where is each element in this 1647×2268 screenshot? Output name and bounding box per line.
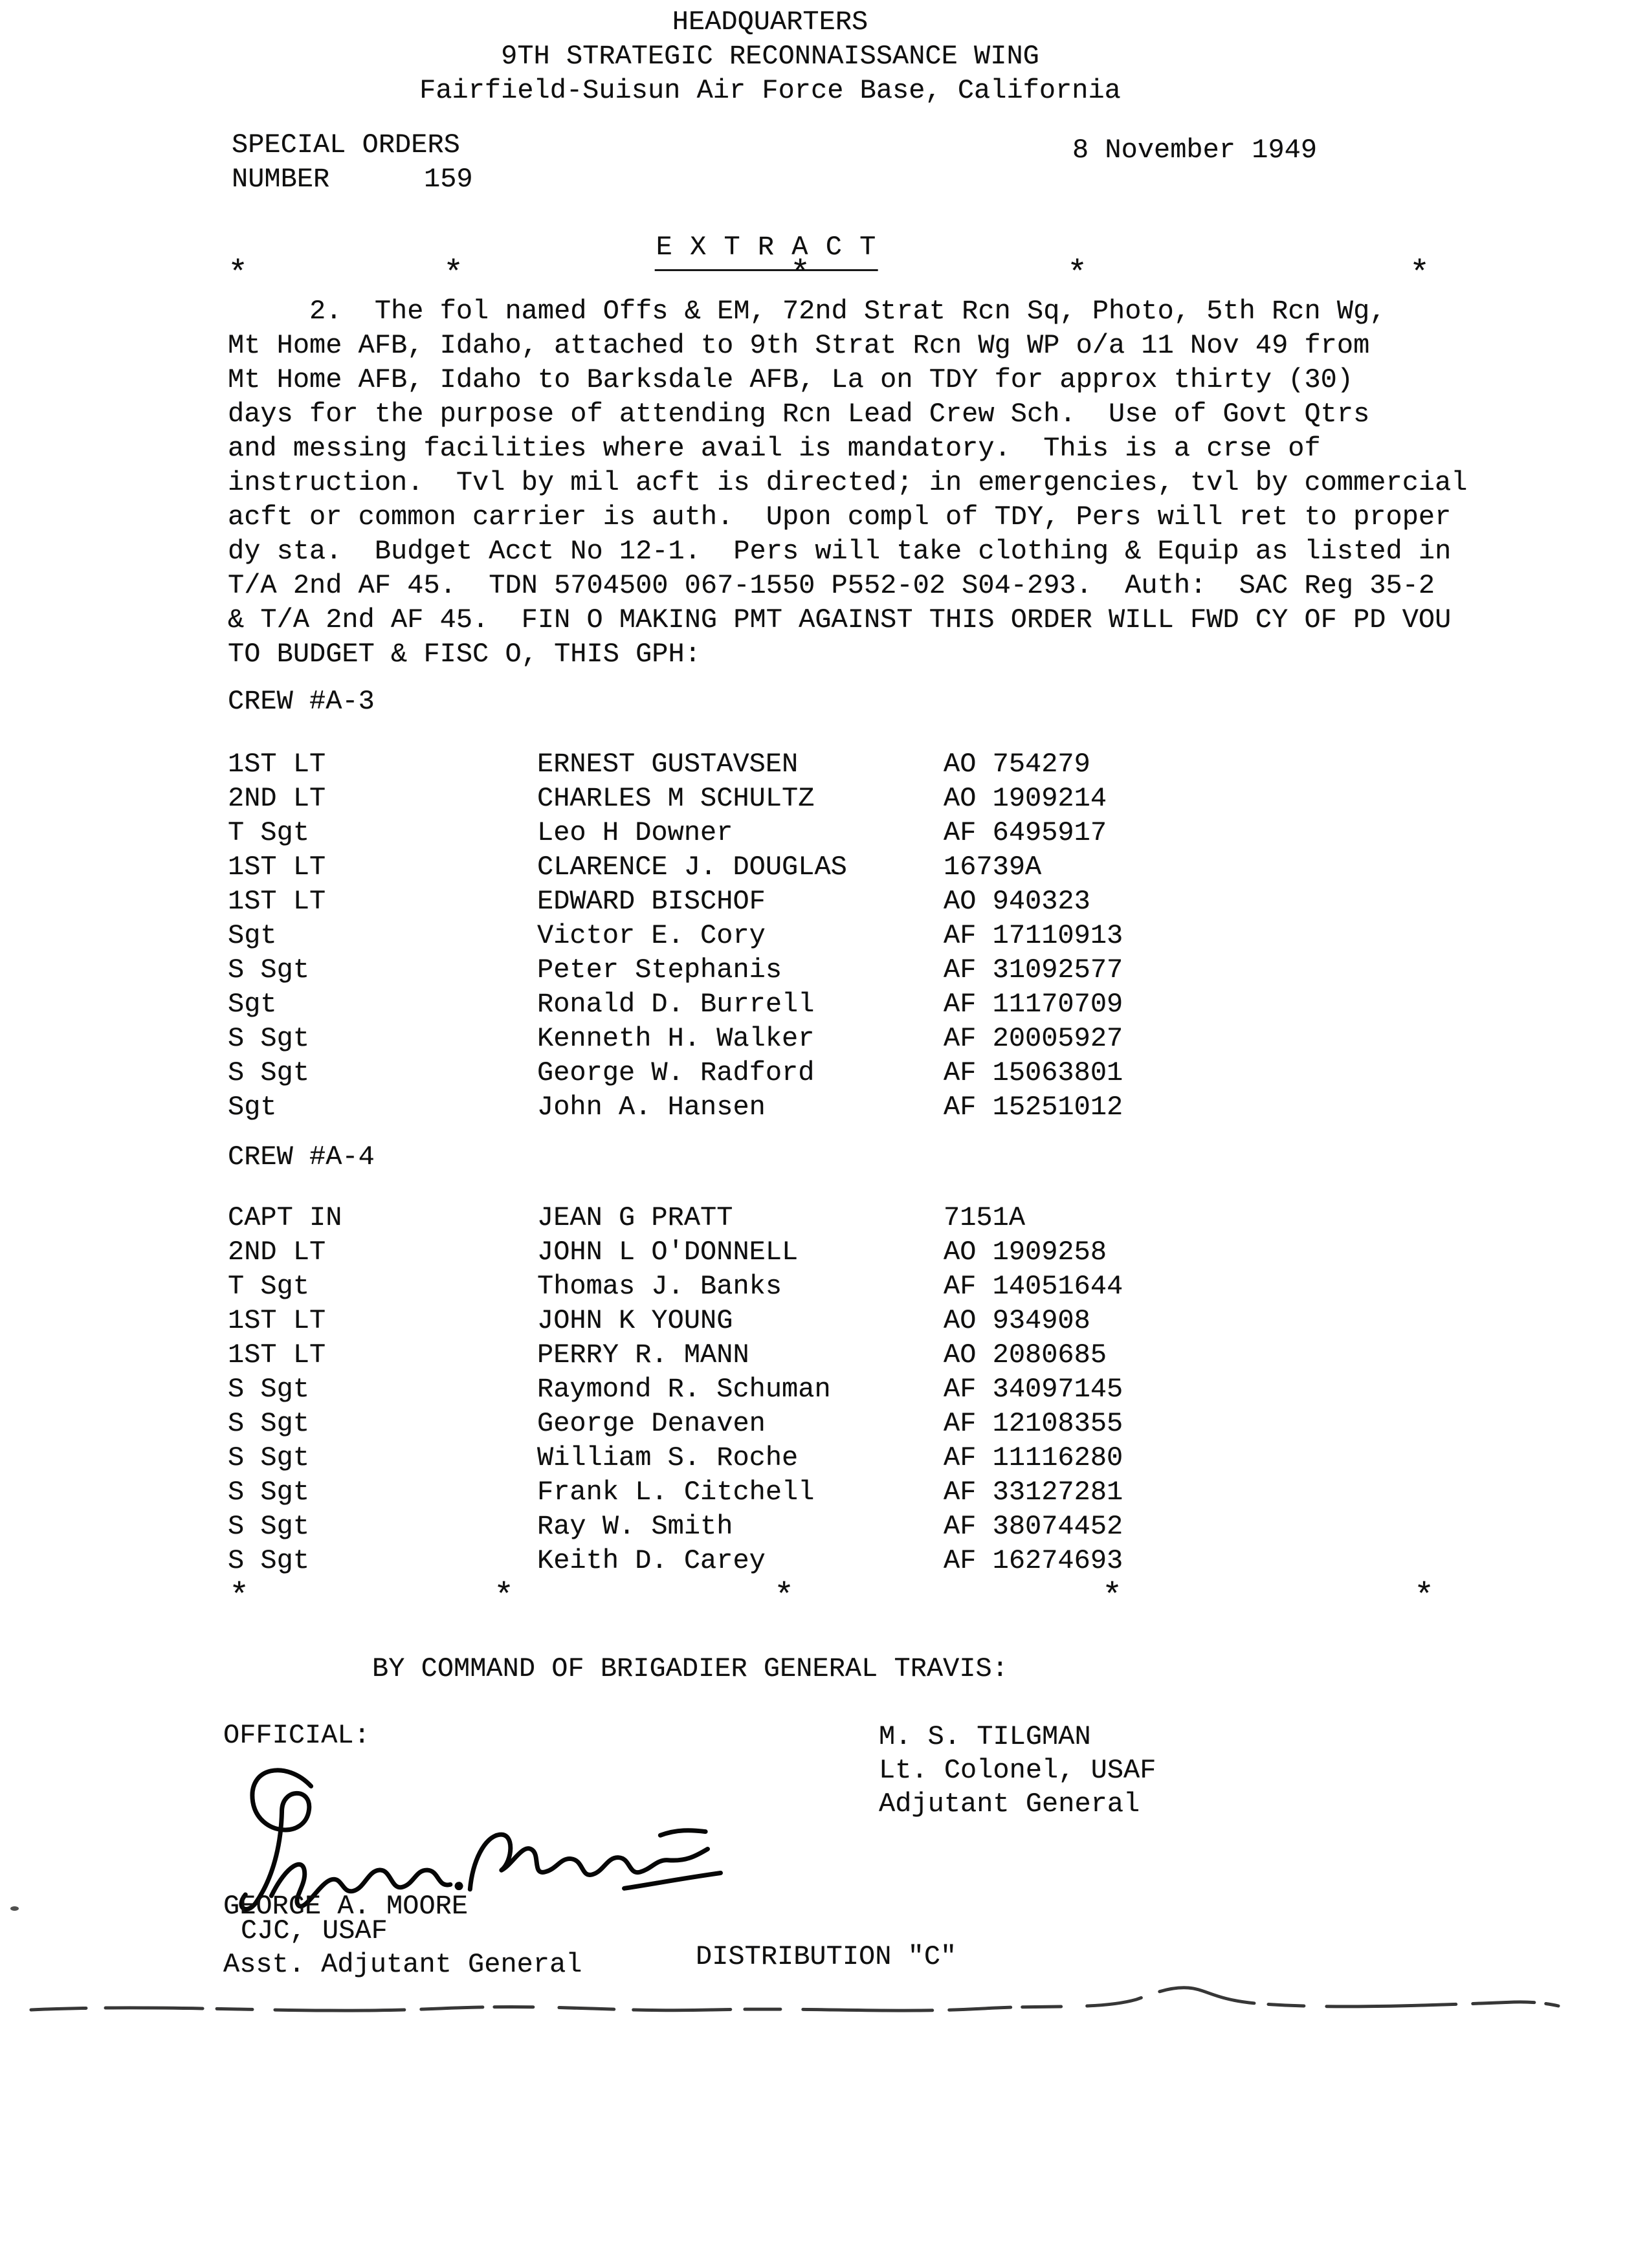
rank-cell: 1ST LT xyxy=(228,886,326,917)
crew-member-row xyxy=(0,1544,1647,1578)
serial-cell: AF 11116280 xyxy=(944,1442,1123,1473)
crew-member-row xyxy=(0,747,1647,782)
serial-cell: AO 940323 xyxy=(944,886,1090,917)
crew-member-row xyxy=(0,1372,1647,1407)
serial-cell: AO 754279 xyxy=(944,749,1090,780)
crew-member-row xyxy=(0,953,1647,987)
crew-member-row xyxy=(0,1407,1647,1441)
asterisk-separator-top: * xyxy=(1067,255,1088,293)
serial-cell: AF 31092577 xyxy=(944,954,1123,985)
crew-member-row xyxy=(0,1338,1647,1372)
official-label: OFFICIAL: xyxy=(223,1720,370,1751)
paragraph-line: instruction. Tvl by mil acft is directed; in emergencies, tvl by commercial xyxy=(228,467,1468,498)
asterisk-separator-bottom: * xyxy=(229,1578,250,1616)
name-cell: Ronald D. Burrell xyxy=(537,989,815,1020)
rank-cell: S Sgt xyxy=(228,1374,310,1405)
name-cell: CLARENCE J. DOUGLAS xyxy=(537,852,847,883)
crew-member-row xyxy=(0,1090,1647,1125)
rank-cell: 2ND LT xyxy=(228,1237,326,1268)
crew-member-row xyxy=(0,850,1647,885)
serial-cell: AF 15251012 xyxy=(944,1092,1123,1123)
name-cell: JOHN L O'DONNELL xyxy=(537,1237,799,1268)
scan-artifact-line xyxy=(26,1980,1566,2035)
name-cell: EDWARD BISCHOF xyxy=(537,886,766,917)
order-paragraph xyxy=(228,294,1468,672)
extract-title: E X T R A C T xyxy=(655,230,878,271)
officer-name: M. S. TILGMAN xyxy=(879,1721,1091,1752)
paragraph-line: & T/A 2nd AF 45. FIN O MAKING PMT AGAINST THIS ORDER WILL FWD CY OF PD VOU xyxy=(228,604,1452,635)
name-cell: Peter Stephanis xyxy=(537,954,782,985)
crew-member-row xyxy=(0,1441,1647,1475)
crew-member-row xyxy=(0,816,1647,850)
rank-cell: T Sgt xyxy=(228,817,310,848)
crew-member-row xyxy=(0,1235,1647,1270)
name-cell: Keith D. Carey xyxy=(537,1545,766,1576)
crew-a3-title: CREW #A-3 xyxy=(228,686,375,717)
crew-member-row xyxy=(0,987,1647,1022)
serial-cell: AF 14051644 xyxy=(944,1271,1123,1302)
header-line-2: 9TH STRATEGIC RECONNAISSANCE WING xyxy=(501,41,1039,72)
paragraph-line: Mt Home AFB, Idaho to Barksdale AFB, La on TDY for approx thirty (30) xyxy=(228,364,1354,395)
serial-cell: AF 6495917 xyxy=(944,817,1107,848)
name-cell: JEAN G PRATT xyxy=(537,1202,733,1233)
officer-rank: Lt. Colonel, USAF xyxy=(879,1755,1156,1786)
asterisk-separator-top: * xyxy=(790,255,811,293)
crew-member-row xyxy=(0,1270,1647,1304)
serial-cell: 16739A xyxy=(944,852,1042,883)
rank-cell: CAPT IN xyxy=(228,1202,342,1233)
serial-cell: AF 20005927 xyxy=(944,1023,1123,1054)
crew-member-row xyxy=(0,1022,1647,1056)
paragraph-line: days for the purpose of attending Rcn Lead Crew Sch. Use of Govt Qtrs xyxy=(228,399,1370,430)
rank-cell: Sgt xyxy=(228,989,277,1020)
officer-title: Adjutant General xyxy=(879,1789,1140,1820)
name-cell: Leo H Downer xyxy=(537,817,733,848)
asterisk-separator-bottom: * xyxy=(1414,1578,1435,1616)
serial-cell: AF 11170709 xyxy=(944,989,1123,1020)
rank-cell: Sgt xyxy=(228,920,277,951)
serial-cell: 7151A xyxy=(944,1202,1026,1233)
name-cell: John A. Hansen xyxy=(537,1092,766,1123)
header-line-1: HEADQUARTERS xyxy=(672,6,868,38)
rank-cell: S Sgt xyxy=(228,1477,310,1508)
asterisk-separator-top: * xyxy=(1409,255,1430,293)
rank-cell: 1ST LT xyxy=(228,749,326,780)
name-cell: Kenneth H. Walker xyxy=(537,1023,815,1054)
crew-member-row xyxy=(0,1056,1647,1090)
rank-cell: 2ND LT xyxy=(228,783,326,814)
rank-cell: S Sgt xyxy=(228,1023,310,1054)
serial-cell: AF 12108355 xyxy=(944,1408,1123,1439)
order-date: 8 November 1949 xyxy=(1072,135,1318,166)
name-cell: Raymond R. Schuman xyxy=(537,1374,831,1405)
serial-cell: AF 16274693 xyxy=(944,1545,1123,1576)
crew-member-row xyxy=(0,1510,1647,1544)
paragraph-line: acft or common carrier is auth. Upon compl of TDY, Pers will ret to proper xyxy=(228,501,1452,533)
rank-cell: S Sgt xyxy=(228,1057,310,1088)
serial-cell: AF 33127281 xyxy=(944,1477,1123,1508)
special-orders-label: SPECIAL ORDERS xyxy=(232,129,460,160)
orders-number-label: NUMBER xyxy=(232,164,330,195)
name-cell: JOHN K YOUNG xyxy=(537,1305,733,1336)
rank-cell: S Sgt xyxy=(228,954,310,985)
orders-number-value: 159 xyxy=(424,164,473,195)
paragraph-line: and messing facilities where avail is mandatory. This is a crse of xyxy=(228,433,1321,464)
command-line: BY COMMAND OF BRIGADIER GENERAL TRAVIS: xyxy=(372,1653,1008,1684)
paragraph-line: 2. The fol named Offs & EM, 72nd Strat Rcn Sq, Photo, 5th Rcn Wg, xyxy=(228,296,1386,327)
crew-a4-title: CREW #A-4 xyxy=(228,1141,375,1173)
paragraph-line: TO BUDGET & FISC O, THIS GPH: xyxy=(228,639,701,670)
rank-cell: 1ST LT xyxy=(228,1305,326,1336)
name-cell: Frank L. Citchell xyxy=(537,1477,815,1508)
serial-cell: AO 934908 xyxy=(944,1305,1090,1336)
rank-cell: S Sgt xyxy=(228,1511,310,1542)
serial-cell: AO 2080685 xyxy=(944,1339,1107,1371)
paragraph-line: T/A 2nd AF 45. TDN 5704500 067-1550 P552-02 S04-293. Auth: SAC Reg 35-2 xyxy=(228,570,1435,601)
serial-cell: AF 38074452 xyxy=(944,1511,1123,1542)
rank-cell: 1ST LT xyxy=(228,852,326,883)
name-cell: William S. Roche xyxy=(537,1442,799,1473)
asterisk-separator-top: * xyxy=(443,255,464,293)
asterisk-separator-bottom: * xyxy=(1102,1578,1123,1616)
name-cell: PERRY R. MANN xyxy=(537,1339,749,1371)
name-cell: Victor E. Cory xyxy=(537,920,766,951)
signer-title: Asst. Adjutant General xyxy=(223,1949,582,1980)
serial-cell: AF 34097145 xyxy=(944,1374,1123,1405)
distribution-line: DISTRIBUTION "C" xyxy=(696,1941,957,1972)
crew-member-row xyxy=(0,885,1647,919)
crew-member-row xyxy=(0,1475,1647,1510)
rank-cell: S Sgt xyxy=(228,1408,310,1439)
serial-cell: AF 17110913 xyxy=(944,920,1123,951)
name-cell: CHARLES M SCHULTZ xyxy=(537,783,815,814)
serial-cell: AF 15063801 xyxy=(944,1057,1123,1088)
paragraph-line: Mt Home AFB, Idaho, attached to 9th Strat Rcn Wg WP o/a 11 Nov 49 from xyxy=(228,330,1370,361)
signer-name: GEORGE A. MOORE xyxy=(223,1891,469,1922)
rank-cell: 1ST LT xyxy=(228,1339,326,1371)
asterisk-separator-bottom: * xyxy=(494,1578,514,1616)
rank-cell: T Sgt xyxy=(228,1271,310,1302)
rank-cell: S Sgt xyxy=(228,1442,310,1473)
asterisk-separator-top: * xyxy=(228,255,249,293)
asterisk-separator-bottom: * xyxy=(774,1578,795,1616)
paragraph-line: dy sta. Budget Acct No 12-1. Pers will take clothing & Equip as listed in xyxy=(228,536,1452,567)
crew-member-row xyxy=(0,919,1647,953)
scan-artifact-dot xyxy=(10,1906,19,1911)
name-cell: ERNEST GUSTAVSEN xyxy=(537,749,799,780)
crew-member-row xyxy=(0,1201,1647,1235)
name-cell: Ray W. Smith xyxy=(537,1511,733,1542)
serial-cell: AO 1909258 xyxy=(944,1237,1107,1268)
rank-cell: Sgt xyxy=(228,1092,277,1123)
name-cell: George Denaven xyxy=(537,1408,766,1439)
name-cell: George W. Radford xyxy=(537,1057,815,1088)
header-line-3: Fairfield-Suisun Air Force Base, California xyxy=(419,75,1121,106)
crew-member-row xyxy=(0,782,1647,816)
serial-cell: AO 1909214 xyxy=(944,783,1107,814)
crew-member-row xyxy=(0,1304,1647,1338)
signer-rank: CJC, USAF xyxy=(241,1915,388,1946)
name-cell: Thomas J. Banks xyxy=(537,1271,782,1302)
rank-cell: S Sgt xyxy=(228,1545,310,1576)
